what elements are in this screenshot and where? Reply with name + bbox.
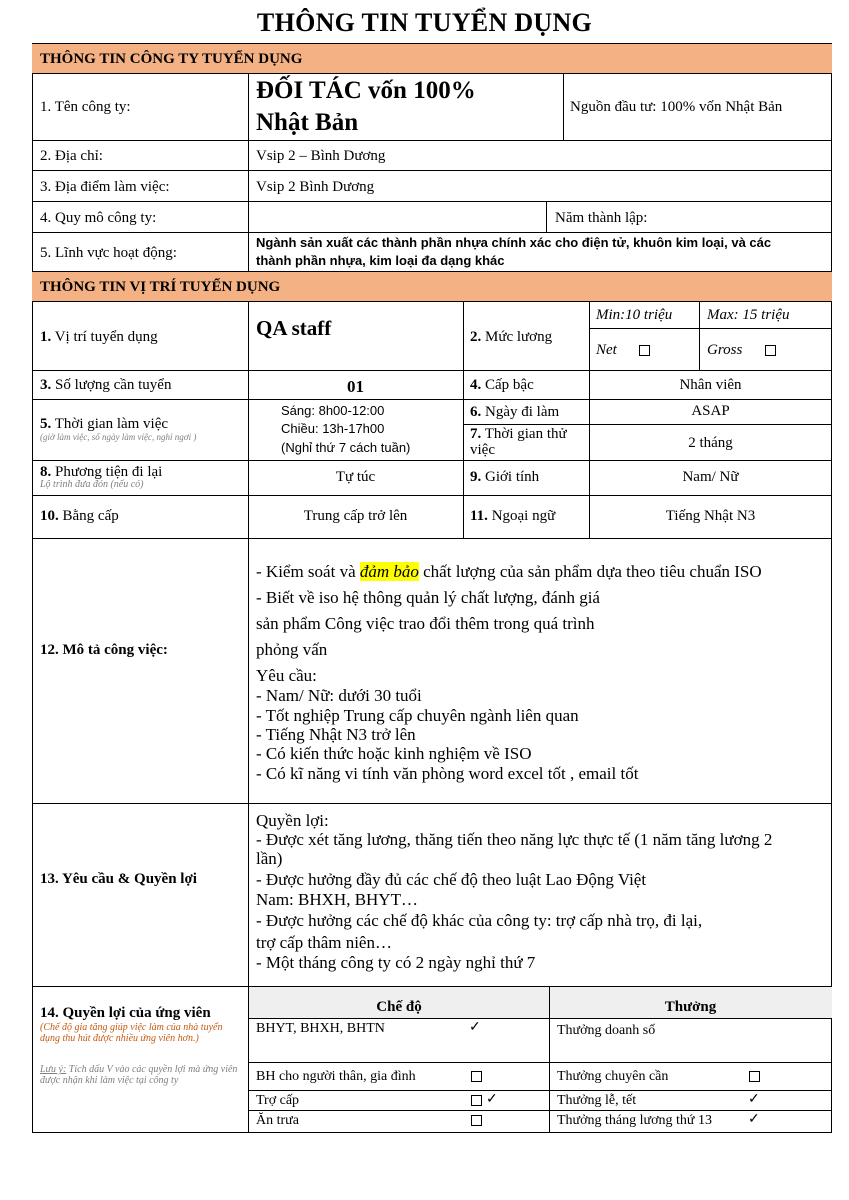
requirements-title: Yêu cầu: bbox=[256, 666, 317, 685]
col-header-bonus: Thưởng bbox=[664, 999, 717, 1015]
job-desc-label: 12. Mô tả công việc: bbox=[40, 642, 168, 658]
quantity-label: 3. Số lượng cần tuyển bbox=[40, 377, 172, 393]
attendance-checkbox[interactable] bbox=[749, 1071, 760, 1082]
salary-max: Max: 15 triệu bbox=[707, 307, 790, 323]
job-desc-line3: sản phẩm Công việc trao đổi thêm trong quá trình bbox=[256, 614, 595, 633]
benefit-row-family-insurance: BH cho người thân, gia đình bbox=[256, 1069, 416, 1084]
gross-checkbox[interactable] bbox=[765, 345, 776, 356]
transport-value: Tự túc bbox=[335, 469, 376, 485]
requirement-4: - Có kiến thức hoặc kinh nghiệm về ISO bbox=[256, 744, 532, 763]
level-value: Nhân viên bbox=[679, 377, 742, 393]
13th-month-check[interactable]: ✓ bbox=[748, 1112, 760, 1127]
allowance-checkbox[interactable] bbox=[471, 1095, 482, 1106]
founded-year-label: Năm thành lập: bbox=[555, 210, 648, 226]
benefit-row-allowance: Trợ cấp bbox=[256, 1093, 300, 1108]
probation-value: 2 tháng bbox=[688, 435, 733, 451]
worktime-morning: Sáng: 8h00-12:00 bbox=[281, 403, 385, 418]
address-label: 2. Địa chỉ: bbox=[40, 148, 103, 164]
company-name-line1: ĐỐI TÁC vốn 100% bbox=[256, 77, 476, 104]
candidate-benefits-note: (Chế độ gia tăng giúp việc làm của nhà tuyển dụng thu hút được nhiều ứng viên hơn.) bbox=[40, 1022, 223, 1044]
gross-option[interactable]: Gross bbox=[707, 341, 776, 359]
benefit-1-line2: lần) bbox=[256, 849, 283, 868]
level-label: 4. Cấp bậc bbox=[470, 377, 534, 393]
insurance-check[interactable]: ✓ bbox=[469, 1020, 481, 1035]
workplace-value: Vsip 2 Bình Dương bbox=[256, 179, 375, 195]
degree-value: Trung cấp trở lên bbox=[303, 508, 408, 524]
gender-value: Nam/ Nữ bbox=[682, 469, 739, 485]
benefit-row-insurance: BHYT, BHXH, BHTN bbox=[256, 1021, 385, 1036]
requirement-3: - Tiếng Nhật N3 trở lên bbox=[256, 725, 416, 744]
company-scale-label: 4. Quy mô công ty: bbox=[40, 210, 157, 226]
salary-label: 2. Mức lương bbox=[470, 329, 553, 345]
workplace-label: 3. Địa điểm làm việc: bbox=[40, 179, 170, 195]
page-title: THÔNG TIN TUYỂN DỤNG bbox=[256, 8, 593, 37]
benefit-2: - Được hưởng đầy đủ các chế độ theo luật Lao Động Việt bbox=[256, 870, 647, 889]
bonus-row-attendance: Thưởng chuyên cần bbox=[557, 1069, 669, 1084]
net-option[interactable]: Net bbox=[596, 341, 650, 359]
bonus-row-sales: Thưởng doanh số bbox=[557, 1023, 656, 1038]
worktime-note: (giờ làm việc, số ngày làm việc, nghỉ ngơi ) bbox=[40, 432, 197, 442]
language-value: Tiếng Nhật N3 bbox=[665, 508, 756, 524]
requirement-2: - Tốt nghiệp Trung cấp chuyên ngành liên quan bbox=[256, 706, 579, 725]
requirement-1: - Nam/ Nữ: dưới 30 tuổi bbox=[256, 686, 422, 705]
company-name-line2: Nhật Bản bbox=[256, 109, 359, 136]
bonus-row-13th-month: Thưởng tháng lương thứ 13 bbox=[557, 1113, 713, 1128]
address-value: Vsip 2 – Bình Dương bbox=[256, 148, 386, 164]
degree-label: 10. Bằng cấp bbox=[40, 508, 119, 524]
worktime-afternoon: Chiều: 13h-17h00 bbox=[281, 421, 385, 436]
lunch-checkbox[interactable] bbox=[471, 1115, 482, 1126]
company-name-label: 1. Tên công ty: bbox=[40, 99, 131, 115]
business-field-line1: Ngành sản xuất các thành phần nhựa chính xác cho điện tử, khuôn kim loại, và các bbox=[256, 235, 772, 250]
job-desc-line4: phỏng vấn bbox=[256, 640, 328, 659]
salary-min: Min:10 triệu bbox=[596, 307, 673, 323]
transport-note: Lộ trình đưa đón (nếu có) bbox=[40, 479, 144, 490]
benefit-1-line1: - Được xét tăng lương, thăng tiến theo năng lực thực tế (1 năm tăng lương 2 bbox=[256, 830, 773, 849]
position-label: 1. Vị trí tuyển dụng bbox=[40, 329, 158, 345]
benefit-3: Nam: BHXH, BHYT… bbox=[256, 890, 418, 909]
benefit-row-lunch: Ăn trưa bbox=[256, 1113, 299, 1128]
benefits-title: Quyền lợi: bbox=[256, 811, 329, 830]
quantity-value: 01 bbox=[347, 377, 364, 396]
investment-source: Nguồn đầu tư: 100% vốn Nhật Bản bbox=[570, 99, 783, 115]
job-desc-line2: - Biết về iso hệ thông quản lý chất lượng, đánh giá bbox=[256, 588, 600, 607]
col-header-benefits: Chế độ bbox=[376, 999, 422, 1015]
probation-label: 7. Thời gian thử việc bbox=[470, 426, 567, 458]
gender-label: 9. Giới tính bbox=[470, 469, 540, 485]
company-section-header: THÔNG TIN CÔNG TY TUYỂN DỤNG bbox=[32, 43, 832, 74]
business-field-line2: thành phần nhựa, kim loại đa dạng khác bbox=[256, 253, 505, 268]
job-desc-line1: - Kiểm soát và đảm bảo chất lượng của sản phẩm dựa theo tiêu chuẩn ISO bbox=[256, 562, 762, 581]
position-section-header: THÔNG TIN VỊ TRÍ TUYỂN DỤNG bbox=[32, 271, 832, 302]
allowance-check[interactable]: ✓ bbox=[486, 1092, 498, 1107]
position-value: QA staff bbox=[256, 316, 332, 340]
requirement-5: - Có kĩ năng vi tính văn phòng word excel tốt , email tốt bbox=[256, 764, 639, 783]
holiday-check[interactable]: ✓ bbox=[748, 1092, 760, 1107]
business-field-label: 5. Lĩnh vực hoạt động: bbox=[40, 245, 177, 261]
benefit-4: - Được hưởng các chế độ khác của công ty: trợ cấp nhà trọ, đi lại, bbox=[256, 911, 703, 930]
start-date-value: ASAP bbox=[691, 403, 730, 419]
benefit-6: - Một tháng công ty có 2 ngày nghỉ thứ 7 bbox=[256, 953, 536, 972]
benefits-label: 13. Yêu cầu & Quyền lợi bbox=[40, 871, 197, 887]
net-checkbox[interactable] bbox=[639, 345, 650, 356]
candidate-benefits-hint: Lưu ý: Tích dấu V vào các quyền lợi mà ứng viên được nhận khi làm việc tại công ty bbox=[40, 1064, 238, 1086]
start-date-label: 6. Ngày đi làm bbox=[470, 404, 560, 420]
family-insurance-checkbox[interactable] bbox=[471, 1071, 482, 1082]
worktime-saturday: (Nghỉ thứ 7 cách tuần) bbox=[281, 440, 411, 455]
worktime-label: 5. Thời gian làm việc bbox=[40, 416, 169, 432]
transport-label: 8. Phương tiện đi lại bbox=[40, 464, 163, 480]
candidate-benefits-label: 14. Quyền lợi của ứng viên bbox=[40, 1005, 211, 1021]
language-label: 11. Ngoại ngữ bbox=[470, 508, 556, 524]
bonus-row-holiday: Thưởng lễ, tết bbox=[557, 1093, 637, 1108]
benefit-5: trợ cấp thâm niên… bbox=[256, 933, 392, 952]
